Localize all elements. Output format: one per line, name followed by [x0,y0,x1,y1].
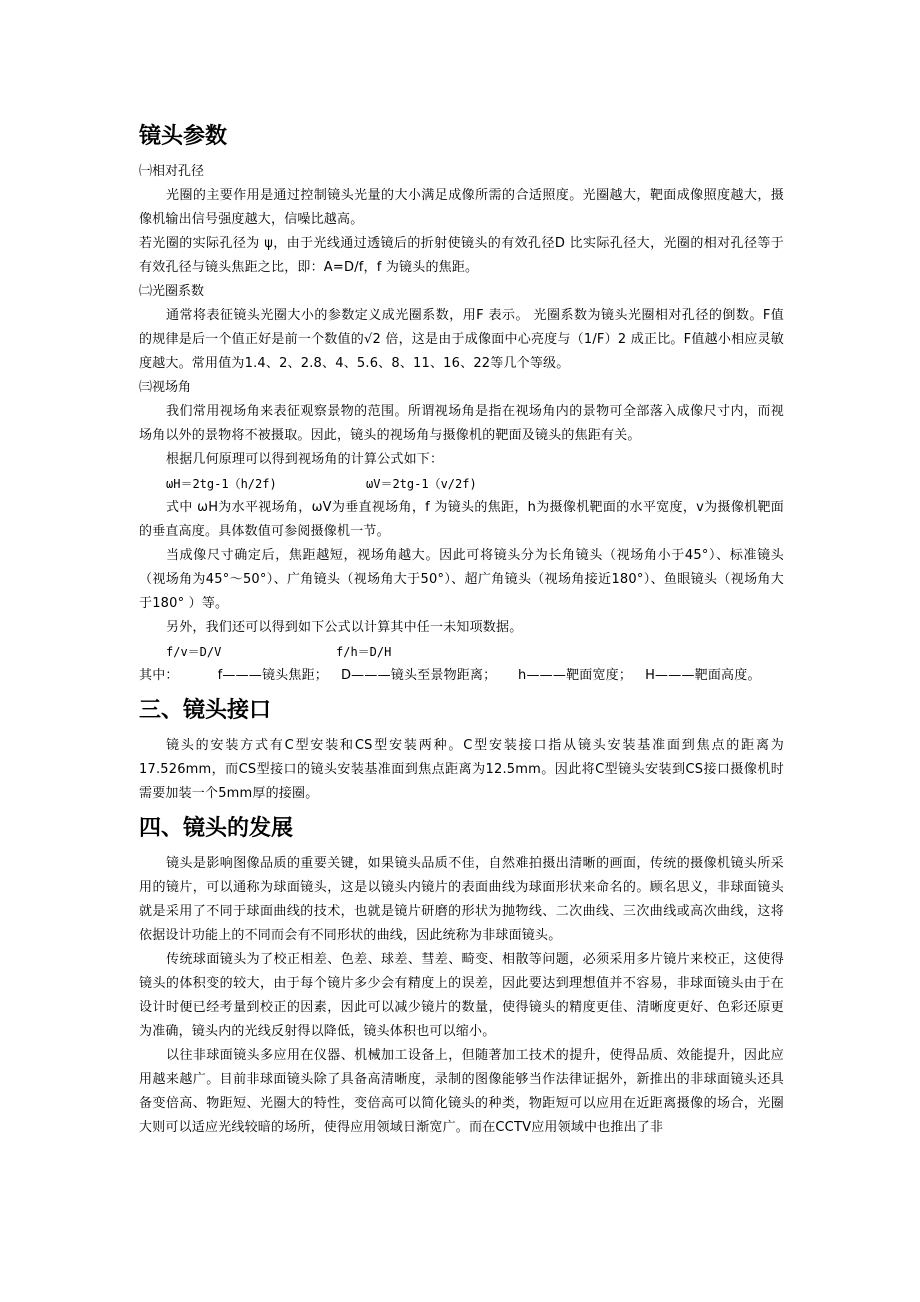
paragraph: 传统球面镜头为了校正相差、色差、球差、彗差、畸变、相散等问题，必须采用多片镜片来校正，这使得镜头的体积变的较大，由于每个镜片多少会有精度上的误差，因此要达到理想值并不容易，非球面镜头由于在设计时便已经考量到校正的因素，因此可以减少镜片的数量，使得镜头的精度更佳、清晰度更好、色彩还原更为准确，镜头内的光线反射得以降低，镜头体积也可以缩小。 [139,952,784,1039]
paragraph: 通常将表征镜头光圈大小的参数定义成光圈系数，用F 表示。 光圈系数为镜头光圈相对孔径的倒数。F值的规律是后一个值正好是前一个数值的√2 倍，这是由于成像面中心亮度与（1/F）2 成正比。F值越小相应灵敏度越大。常用值为1.4、2、2.8、4、5.6、8、11、16、22等几个等级。 [139,308,784,371]
paragraph: 光圈的主要作用是通过控制镜头光量的大小满足成像所需的合适照度。光圈越大，靶面成像照度越大，摄像机输出信号强度越大，信噪比越高。 [139,188,784,227]
formula-fh: f/h＝D/H [336,645,392,659]
subheading-f-number: ㈡光圈系数 [139,284,205,299]
subheading-field-of-view: ㈢视场角 [139,380,192,395]
paragraph: 另外，我们还可以得到如下公式以计算其中任一未知项数据。 [166,620,523,635]
paragraph: 以往非球面镜头多应用在仪器、机械加工设备上，但随著加工技术的提升，使得品质、效能提升，因此应用越来越广。目前非球面镜头除了具备高清晰度，录制的图像能够当作法律证据外，新推出的非球面镜头还具备变倍高、物距短、光圈大的特性，变倍高可以简化镜头的种类，物距短可以应用在近距离摄像的场合，光圈大则可以适应光线较暗的场所，使得应用领域日渐宽广。而在CCTV应用领域中也推出了非 [139,1048,784,1135]
formula-row [139,640,784,664]
section-heading-lens-development: 四、镜头的发展 [139,816,294,841]
paragraph: 式中 ωH为水平视场角，ωV为垂直视场角，f 为镜头的焦距，h为摄像机靶面的水平宽度，v为摄像机靶面的垂直高度。具体数值可参阅摄像机一节。 [139,500,784,539]
page-title: 镜头参数 [139,124,228,149]
legend-paragraph: 其中： f———镜头焦距； D———镜头至景物距离； h———靶面宽度； H———靶面高度。 [139,668,761,683]
formula-vertical-angle: ωV＝2tg-1（v/2f) [366,477,477,491]
document-page [139,118,784,1140]
formula-row [139,472,784,496]
paragraph: 根据几何原理可以得到视场角的计算公式如下： [166,452,444,467]
section-heading-lens-mount: 三、镜头接口 [139,698,272,723]
paragraph: 若光圈的实际孔径为 ψ，由于光线通过透镜后的折射使镜头的有效孔径D 比实际孔径大，光圈的相对孔径等于有效孔径与镜头焦距之比，即：A=D/f，f 为镜头的焦距。 [139,236,784,275]
formula-fv: f/v＝D/V [166,645,222,659]
paragraph: 镜头的安装方式有C型安装和CS型安装两种。C型安装接口指从镜头安装基准面到焦点的距离为17.526mm，而CS型接口的镜头安装基准面到焦点距离为12.5mm。因此将C型镜头安装到CS接口摄像机时需要加装一个5mm厚的接圈。 [139,738,784,801]
subheading-relative-aperture: ㈠相对孔径 [139,164,205,179]
formula-horizontal-angle: ωH＝2tg-1（h/2f) [166,477,277,491]
paragraph: 镜头是影响图像品质的重要关键，如果镜头品质不佳，自然难拍摄出清晰的画面，传统的摄像机镜头所采用的镜片，可以通称为球面镜头，这是以镜头内镜片的表面曲线为球面形状来命名的。顾名思义，非球面镜头就是采用了不同于球面曲线的技术，也就是镜片研磨的形状为抛物线、二次曲线、三次曲线或高次曲线，这将依据设计功能上的不同而会有不同形状的曲线，因此统称为非球面镜头。 [139,856,784,943]
paragraph: 我们常用视场角来表征观察景物的范围。所谓视场角是指在视场角内的景物可全部落入成像尺寸内，而视场角以外的景物将不被摄取。因此，镜头的视场角与摄像机的靶面及镜头的焦距有关。 [139,404,784,443]
paragraph: 当成像尺寸确定后，焦距越短，视场角越大。因此可将镜头分为长角镜头（视场角小于45°）、标准镜头（视场角为45°～50°）、广角镜头（视场角大于50°）、超广角镜头（视场角接近180°）、鱼眼镜头（视场角大于180° ）等。 [139,548,784,611]
